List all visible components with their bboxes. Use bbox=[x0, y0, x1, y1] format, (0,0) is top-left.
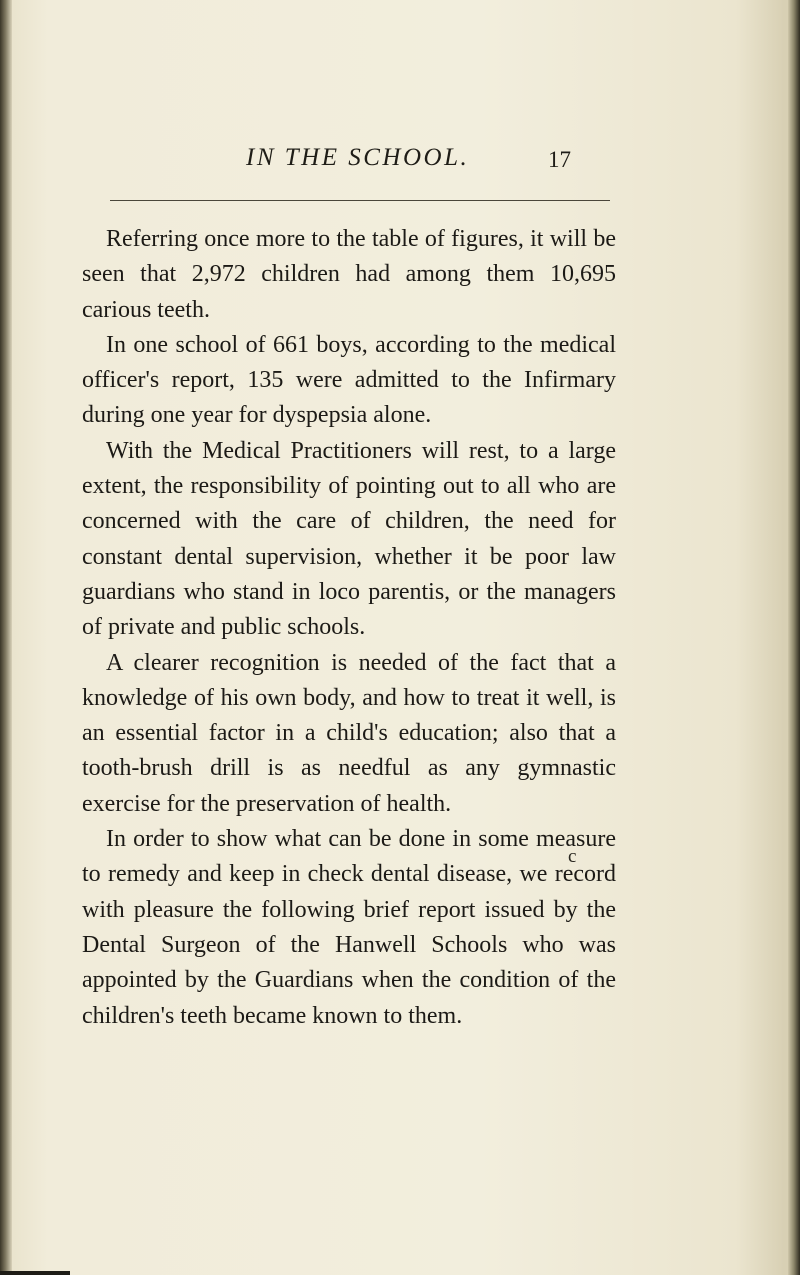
signature-mark: c bbox=[568, 846, 577, 867]
paragraph: In one school of 661 boys, according to the medical officer's report, 135 were admitted to the Infirmary during one year for dyspepsia alone. bbox=[82, 331, 616, 429]
paragraph: With the Medical Practitioners will rest, to a large extent, the responsibility of pointing out to all who are concerned with the care of children, the need for constant dental supervision, whether it be poor law guardians who stand in loco parentis, or the managers of private and public schools. bbox=[82, 437, 616, 641]
paragraph: Referring once more to the table of figures, it will be seen that 2,972 children had among them 10,695 carious teeth. bbox=[82, 226, 616, 323]
page-corner-mark bbox=[0, 1271, 70, 1275]
binding-shadow bbox=[0, 0, 12, 1275]
body-text bbox=[82, 222, 616, 1034]
paragraph: In order to show what can be done in some measure to remedy and keep in check dental disease, we record with pleasure the following brief report issued by the Dental Surgeon of the Hanwell Schools who was appointed by the Guardians when the condition of the children's teeth became known to them. bbox=[82, 826, 616, 1029]
page-edge bbox=[788, 0, 800, 1275]
header-rule bbox=[110, 200, 610, 201]
running-title: IN THE SCHOOL. bbox=[246, 144, 470, 171]
page-number: 17 bbox=[548, 147, 571, 172]
paragraph: A clearer recognition is needed of the fact that a knowledge of his own body, and how to treat it well, is an essential factor in a child's education; also that a tooth-brush drill is as needful as any gymnastic exercise for the preservation of health. bbox=[82, 649, 616, 817]
